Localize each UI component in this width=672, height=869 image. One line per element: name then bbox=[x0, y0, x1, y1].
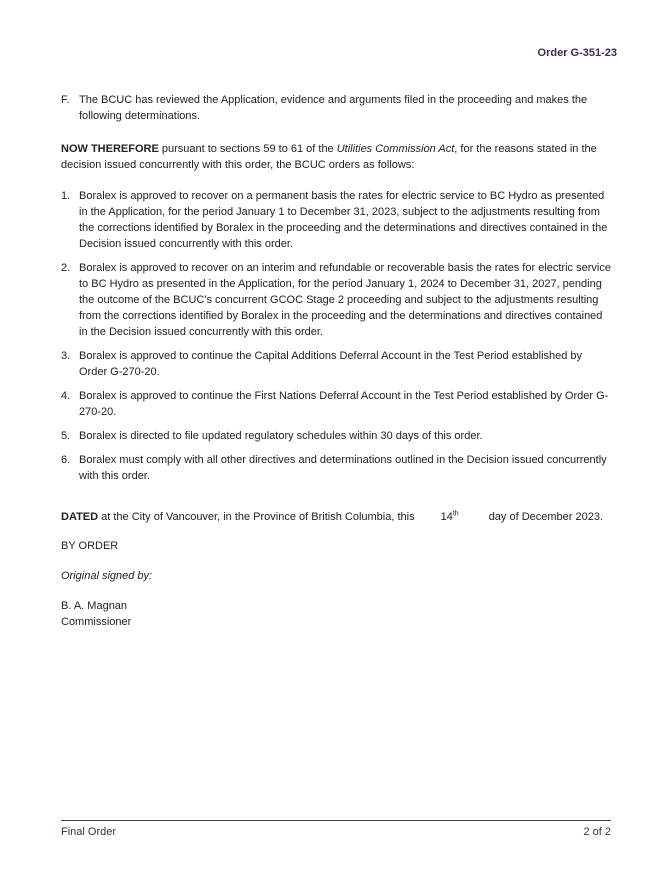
commissioner-name: B. A. Magnan bbox=[61, 600, 128, 612]
dated-day-suffix: th bbox=[452, 510, 459, 518]
dated-day-number: 14 bbox=[440, 511, 453, 523]
order-number-header: Order G-351-23 bbox=[537, 47, 617, 59]
by-order-label: BY ORDER bbox=[61, 540, 119, 552]
order-item-text: Boralex is directed to file updated regulatory schedules within 30 days of this order. bbox=[79, 430, 483, 442]
dated-day bbox=[441, 509, 459, 525]
recital-f-text: The BCUC has reviewed the Application, evidence and arguments filed in the proceeding and makes the following determinations. bbox=[79, 94, 588, 122]
order-item-number: 2. bbox=[61, 262, 71, 274]
now-therefore-text-1: pursuant to sections 59 to 61 of the bbox=[158, 143, 337, 155]
order-item bbox=[61, 452, 611, 484]
dated-bold: DATED bbox=[61, 511, 99, 523]
recital-f-label: F. bbox=[61, 94, 70, 106]
recital-f bbox=[61, 92, 611, 124]
order-item-number: 5. bbox=[61, 430, 71, 442]
dated-text-1: at the City of Vancouver, in the Province of British Columbia, this bbox=[98, 511, 415, 523]
order-item bbox=[61, 348, 611, 380]
signature-block bbox=[61, 598, 611, 630]
now-therefore-bold: NOW THEREFORE bbox=[61, 143, 159, 155]
dated-line bbox=[61, 509, 611, 525]
order-item-text: Boralex is approved to continue the Capital Additions Deferral Account in the Test Period established by Order G-270-20. bbox=[79, 350, 583, 378]
now-therefore-paragraph bbox=[61, 141, 611, 173]
original-signed-note: Original signed by: bbox=[61, 570, 153, 582]
order-item-text: Boralex must comply with all other directives and determinations outlined in the Decision issued concurrently with this order. bbox=[79, 454, 607, 482]
order-item-number: 1. bbox=[61, 190, 71, 202]
commissioner-title: Commissioner bbox=[61, 616, 132, 628]
page-footer bbox=[61, 820, 611, 840]
order-item bbox=[61, 260, 611, 340]
dated-text-2: day of December 2023. bbox=[488, 511, 604, 523]
footer-page-number: 2 of 2 bbox=[583, 826, 611, 838]
order-item-number: 6. bbox=[61, 454, 71, 466]
now-therefore-text-2: , for the reasons stated in the decision issued concurrently with this order, the BCUC orders as follows: bbox=[61, 143, 597, 171]
order-item-number: 4. bbox=[61, 390, 71, 402]
order-item bbox=[61, 388, 611, 420]
order-item bbox=[61, 188, 611, 252]
footer-left-label: Final Order bbox=[61, 826, 117, 838]
act-name-italic: Utilities Commission Act bbox=[336, 143, 455, 155]
order-item bbox=[61, 428, 611, 444]
order-item-number: 3. bbox=[61, 350, 71, 362]
order-item-text: Boralex is approved to recover on an interim and refundable or recoverable basis the rates for electric service to BC Hydro as presented in the Application, for the period January 1, 2024 to December 31, 2027, pending the outcome of the BCUC's concurrent GCOC Stage 2 proceeding and subject to the adjustments resulting from the corrections identified by Boralex in the proceeding and the determinations and directives contained in the Decision issued concurrently with this order. bbox=[79, 262, 611, 338]
order-item-text: Boralex is approved to continue the First Nations Deferral Account in the Test Period established by Order G-270-20. bbox=[79, 390, 609, 418]
order-item-text: Boralex is approved to recover on a permanent basis the rates for electric service to BC Hydro as presented in the Application, for the period January 1 to December 31, 2023, subject to the adjustments resulting from the corrections identified by Boralex in the proceeding and the determinations and directives contained in the Decision issued concurrently with this order. bbox=[79, 190, 608, 250]
